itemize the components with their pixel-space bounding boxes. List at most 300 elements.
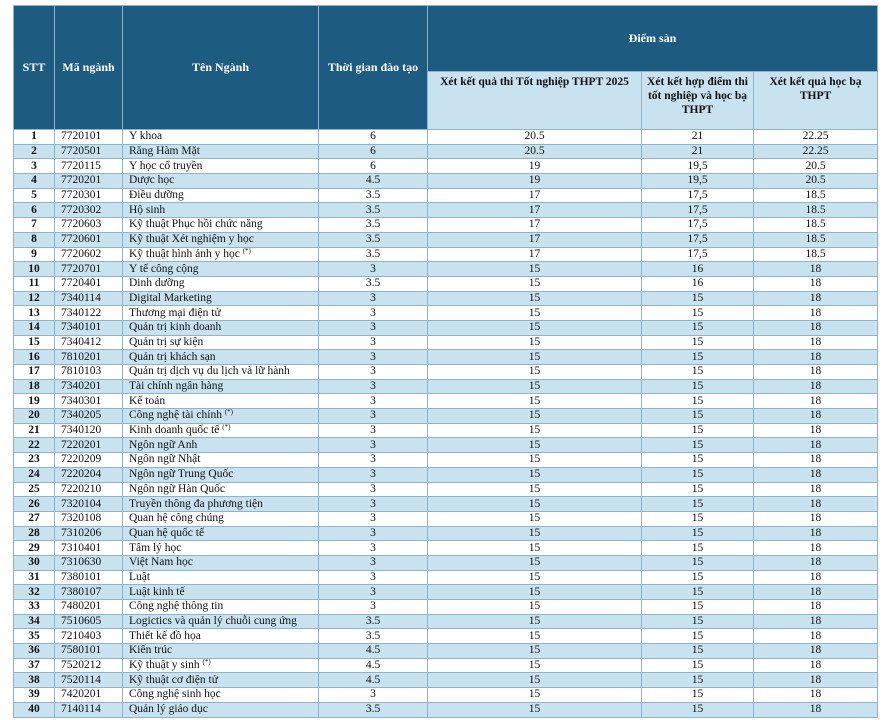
table-row <box>14 673 878 688</box>
row-major-name: Kỹ thuật Phục hồi chức năng <box>123 218 319 233</box>
row-score-transcript: 18 <box>754 629 878 644</box>
row-score-combined: 15 <box>642 320 754 335</box>
row-major-code: 7720115 <box>55 159 123 174</box>
row-major-code: 7210403 <box>55 629 123 644</box>
row-major-code: 7310401 <box>55 541 123 556</box>
row-score-combined: 15 <box>642 570 754 585</box>
row-major-code: 7340101 <box>55 320 123 335</box>
row-score-exam: 15 <box>428 320 642 335</box>
row-duration: 3 <box>319 262 428 277</box>
row-score-transcript: 18 <box>754 262 878 277</box>
row-major-code: 7720602 <box>55 247 123 262</box>
header-score-combined: Xét kết hợp điểm thi tốt nghiệp và học bạ THPT <box>642 72 754 130</box>
row-score-combined: 15 <box>642 585 754 600</box>
row-major-name: Hộ sinh <box>123 203 319 218</box>
row-duration: 3 <box>319 438 428 453</box>
row-major-name: Tâm lý học <box>123 541 319 556</box>
row-stt: 24 <box>14 467 55 482</box>
table-row <box>14 130 878 145</box>
header-score-transcript: Xét kết quả học bạ THPT <box>754 72 878 130</box>
row-score-exam: 15 <box>428 365 642 380</box>
table-row <box>14 159 878 174</box>
admission-score-table <box>13 5 878 718</box>
row-duration: 3 <box>319 511 428 526</box>
table-row <box>14 350 878 365</box>
row-duration: 4.5 <box>319 644 428 659</box>
row-score-exam: 15 <box>428 629 642 644</box>
header-name: Tên Ngành <box>123 6 319 130</box>
header-stt: STT <box>14 6 55 130</box>
table-row <box>14 511 878 526</box>
row-score-exam: 17 <box>428 232 642 247</box>
header-duration: Thời gian đào tạo <box>319 6 428 130</box>
row-score-transcript: 18.5 <box>754 247 878 262</box>
row-score-transcript: 18 <box>754 409 878 424</box>
row-major-name: Kinh doanh quốc tế (*) <box>123 423 319 438</box>
row-score-combined: 19,5 <box>642 174 754 189</box>
row-stt: 13 <box>14 306 55 321</box>
row-stt: 4 <box>14 174 55 189</box>
row-score-exam: 15 <box>428 482 642 497</box>
row-score-combined: 15 <box>642 497 754 512</box>
row-major-name: Y học cổ truyền <box>123 159 319 174</box>
row-score-transcript: 18 <box>754 600 878 615</box>
table-row <box>14 188 878 203</box>
table-row <box>14 555 878 570</box>
row-stt: 19 <box>14 394 55 409</box>
row-major-name: Quản trị kinh doanh <box>123 320 319 335</box>
row-score-transcript: 18 <box>754 555 878 570</box>
table-row <box>14 585 878 600</box>
row-stt: 18 <box>14 379 55 394</box>
row-score-combined: 15 <box>642 614 754 629</box>
table-row <box>14 365 878 380</box>
row-score-transcript: 18 <box>754 306 878 321</box>
row-major-code: 7220204 <box>55 467 123 482</box>
row-score-transcript: 18 <box>754 379 878 394</box>
row-score-transcript: 18 <box>754 394 878 409</box>
row-score-transcript: 22.25 <box>754 130 878 145</box>
row-major-name: Ngôn ngữ Anh <box>123 438 319 453</box>
row-major-code: 7720401 <box>55 276 123 291</box>
row-major-name: Ngôn ngữ Nhật <box>123 453 319 468</box>
table-row <box>14 541 878 556</box>
row-score-transcript: 18.5 <box>754 188 878 203</box>
row-major-code: 7580101 <box>55 644 123 659</box>
table-row <box>14 276 878 291</box>
row-major-name: Việt Nam học <box>123 555 319 570</box>
row-score-combined: 15 <box>642 306 754 321</box>
row-score-combined: 19,5 <box>642 159 754 174</box>
row-major-code: 7720603 <box>55 218 123 233</box>
row-score-combined: 15 <box>642 335 754 350</box>
row-score-exam: 15 <box>428 688 642 703</box>
row-score-exam: 15 <box>428 526 642 541</box>
header-score-group: Điểm sàn <box>428 6 878 72</box>
row-score-transcript: 18 <box>754 511 878 526</box>
row-major-code: 7340301 <box>55 394 123 409</box>
table-row <box>14 497 878 512</box>
row-duration: 3 <box>319 335 428 350</box>
row-duration: 6 <box>319 130 428 145</box>
table-row <box>14 144 878 159</box>
table-row <box>14 702 878 717</box>
row-major-name: Quản trị sự kiện <box>123 335 319 350</box>
row-major-name: Thiết kế đồ họa <box>123 629 319 644</box>
row-score-transcript: 18 <box>754 673 878 688</box>
row-major-name: Công nghệ sinh học <box>123 688 319 703</box>
row-major-name: Quan hệ công chúng <box>123 511 319 526</box>
table-row <box>14 409 878 424</box>
row-stt: 38 <box>14 673 55 688</box>
row-score-transcript: 18 <box>754 350 878 365</box>
row-stt: 22 <box>14 438 55 453</box>
row-duration: 3.5 <box>319 232 428 247</box>
row-score-combined: 17,5 <box>642 247 754 262</box>
row-major-name: Ngôn ngữ Trung Quốc <box>123 467 319 482</box>
row-duration: 3.5 <box>319 614 428 629</box>
row-score-exam: 15 <box>428 335 642 350</box>
row-score-exam: 15 <box>428 614 642 629</box>
row-score-transcript: 18 <box>754 365 878 380</box>
row-score-exam: 20.5 <box>428 130 642 145</box>
row-score-combined: 15 <box>642 702 754 717</box>
row-score-transcript: 18 <box>754 453 878 468</box>
row-score-exam: 17 <box>428 188 642 203</box>
footnote-mark: (*) <box>224 408 233 417</box>
row-score-combined: 15 <box>642 438 754 453</box>
row-duration: 3.5 <box>319 188 428 203</box>
row-duration: 3 <box>319 467 428 482</box>
row-score-exam: 15 <box>428 570 642 585</box>
row-major-code: 7520114 <box>55 673 123 688</box>
table-row <box>14 629 878 644</box>
row-major-name: Quan hệ quốc tế <box>123 526 319 541</box>
row-major-code: 7320108 <box>55 511 123 526</box>
row-score-exam: 15 <box>428 276 642 291</box>
row-score-combined: 15 <box>642 555 754 570</box>
table-row <box>14 526 878 541</box>
row-score-transcript: 18 <box>754 585 878 600</box>
row-score-transcript: 18 <box>754 467 878 482</box>
row-stt: 14 <box>14 320 55 335</box>
row-major-name: Điều dưỡng <box>123 188 319 203</box>
row-score-transcript: 18 <box>754 644 878 659</box>
row-score-combined: 15 <box>642 644 754 659</box>
row-stt: 37 <box>14 658 55 673</box>
row-stt: 12 <box>14 291 55 306</box>
row-major-code: 7340205 <box>55 409 123 424</box>
table-row <box>14 600 878 615</box>
row-score-combined: 17,5 <box>642 203 754 218</box>
row-duration: 3.5 <box>319 702 428 717</box>
table-row <box>14 203 878 218</box>
row-score-exam: 15 <box>428 497 642 512</box>
row-score-exam: 15 <box>428 702 642 717</box>
row-major-code: 7220209 <box>55 453 123 468</box>
row-major-code: 7380107 <box>55 585 123 600</box>
row-major-name: Quản trị dịch vụ du lịch và lữ hành <box>123 365 319 380</box>
row-major-code: 7520212 <box>55 658 123 673</box>
row-major-code: 7720701 <box>55 262 123 277</box>
row-score-transcript: 18.5 <box>754 232 878 247</box>
row-score-combined: 15 <box>642 688 754 703</box>
row-duration: 3 <box>319 570 428 585</box>
row-major-code: 7720201 <box>55 174 123 189</box>
row-score-combined: 15 <box>642 629 754 644</box>
row-duration: 6 <box>319 159 428 174</box>
row-major-name: Luật kinh tế <box>123 585 319 600</box>
row-stt: 16 <box>14 350 55 365</box>
table-row <box>14 614 878 629</box>
table-row <box>14 482 878 497</box>
row-major-name: Công nghệ thông tin <box>123 600 319 615</box>
row-stt: 25 <box>14 482 55 497</box>
row-major-code: 7810201 <box>55 350 123 365</box>
row-duration: 3 <box>319 482 428 497</box>
row-score-combined: 17,5 <box>642 232 754 247</box>
row-major-name: Răng Hàm Mặt <box>123 144 319 159</box>
row-score-exam: 17 <box>428 247 642 262</box>
row-duration: 3 <box>319 365 428 380</box>
row-score-combined: 15 <box>642 350 754 365</box>
table-header <box>14 6 878 130</box>
table-row <box>14 688 878 703</box>
row-major-code: 7720501 <box>55 144 123 159</box>
row-major-code: 7340120 <box>55 423 123 438</box>
row-duration: 3 <box>319 320 428 335</box>
row-major-name: Logictics và quản lý chuỗi cung ứng <box>123 614 319 629</box>
table-row <box>14 570 878 585</box>
row-duration: 3 <box>319 409 428 424</box>
row-stt: 28 <box>14 526 55 541</box>
row-duration: 3 <box>319 497 428 512</box>
row-stt: 6 <box>14 203 55 218</box>
row-duration: 3 <box>319 600 428 615</box>
row-duration: 6 <box>319 144 428 159</box>
row-major-name: Digital Marketing <box>123 291 319 306</box>
row-major-name: Kế toán <box>123 394 319 409</box>
row-score-combined: 15 <box>642 600 754 615</box>
row-major-name: Luật <box>123 570 319 585</box>
row-major-code: 7510605 <box>55 614 123 629</box>
row-duration: 3 <box>319 585 428 600</box>
row-score-exam: 15 <box>428 423 642 438</box>
row-score-combined: 16 <box>642 262 754 277</box>
row-stt: 34 <box>14 614 55 629</box>
row-score-transcript: 18 <box>754 291 878 306</box>
row-stt: 36 <box>14 644 55 659</box>
row-score-transcript: 18 <box>754 320 878 335</box>
row-score-transcript: 18 <box>754 541 878 556</box>
table-row <box>14 438 878 453</box>
row-duration: 3 <box>319 291 428 306</box>
row-score-exam: 15 <box>428 673 642 688</box>
row-stt: 27 <box>14 511 55 526</box>
row-score-exam: 15 <box>428 291 642 306</box>
row-stt: 21 <box>14 423 55 438</box>
row-stt: 30 <box>14 555 55 570</box>
row-major-name: Quản lý giáo dục <box>123 702 319 717</box>
table-row <box>14 218 878 233</box>
row-duration: 3 <box>319 688 428 703</box>
row-stt: 32 <box>14 585 55 600</box>
row-score-transcript: 18 <box>754 570 878 585</box>
row-stt: 15 <box>14 335 55 350</box>
row-major-name: Thương mại điện tử <box>123 306 319 321</box>
row-stt: 17 <box>14 365 55 380</box>
row-stt: 33 <box>14 600 55 615</box>
row-score-combined: 16 <box>642 276 754 291</box>
row-major-code: 7310206 <box>55 526 123 541</box>
row-score-exam: 15 <box>428 453 642 468</box>
row-score-transcript: 18 <box>754 497 878 512</box>
footnote-mark: (*) <box>242 247 251 255</box>
row-score-combined: 17,5 <box>642 188 754 203</box>
table-row <box>14 320 878 335</box>
row-score-exam: 15 <box>428 600 642 615</box>
row-score-exam: 15 <box>428 350 642 365</box>
row-score-exam: 15 <box>428 438 642 453</box>
row-major-code: 7720302 <box>55 203 123 218</box>
row-duration: 4.5 <box>319 174 428 189</box>
row-score-transcript: 20.5 <box>754 174 878 189</box>
header-code: Mã ngành <box>55 6 123 130</box>
row-score-transcript: 18 <box>754 423 878 438</box>
row-score-transcript: 18 <box>754 658 878 673</box>
row-duration: 3.5 <box>319 218 428 233</box>
row-score-combined: 15 <box>642 394 754 409</box>
row-duration: 3 <box>319 541 428 556</box>
row-major-code: 7720601 <box>55 232 123 247</box>
row-duration: 3 <box>319 555 428 570</box>
row-major-name: Kỹ thuật hình ảnh y học (*) <box>123 247 319 262</box>
row-stt: 39 <box>14 688 55 703</box>
row-major-name: Công nghệ tài chính (*) <box>123 409 319 424</box>
table-row <box>14 232 878 247</box>
row-score-exam: 19 <box>428 159 642 174</box>
table-body <box>14 130 878 718</box>
row-stt: 40 <box>14 702 55 717</box>
footnote-mark: (*) <box>202 658 211 667</box>
row-score-exam: 15 <box>428 394 642 409</box>
row-major-code: 7320104 <box>55 497 123 512</box>
row-score-exam: 17 <box>428 218 642 233</box>
row-major-name: Tài chính ngân hàng <box>123 379 319 394</box>
row-score-transcript: 18 <box>754 482 878 497</box>
row-major-name: Dinh dưỡng <box>123 276 319 291</box>
row-score-combined: 15 <box>642 453 754 468</box>
row-major-code: 7220201 <box>55 438 123 453</box>
row-stt: 29 <box>14 541 55 556</box>
row-score-transcript: 18.5 <box>754 203 878 218</box>
row-stt: 9 <box>14 247 55 262</box>
table-row <box>14 423 878 438</box>
row-score-combined: 15 <box>642 467 754 482</box>
row-major-name: Y khoa <box>123 130 319 145</box>
row-duration: 3 <box>319 350 428 365</box>
row-score-exam: 15 <box>428 541 642 556</box>
row-score-transcript: 18 <box>754 614 878 629</box>
row-score-exam: 15 <box>428 658 642 673</box>
row-score-transcript: 18 <box>754 335 878 350</box>
row-major-code: 7420201 <box>55 688 123 703</box>
row-major-code: 7340122 <box>55 306 123 321</box>
row-stt: 1 <box>14 130 55 145</box>
row-stt: 23 <box>14 453 55 468</box>
row-major-name: Kỹ thuật Xét nghiệm y học <box>123 232 319 247</box>
row-major-name: Kiến trúc <box>123 644 319 659</box>
row-score-transcript: 18.5 <box>754 218 878 233</box>
row-score-exam: 15 <box>428 306 642 321</box>
table-row <box>14 453 878 468</box>
row-stt: 31 <box>14 570 55 585</box>
row-duration: 3 <box>319 453 428 468</box>
row-score-exam: 15 <box>428 409 642 424</box>
row-stt: 8 <box>14 232 55 247</box>
row-major-code: 7720301 <box>55 188 123 203</box>
row-score-transcript: 18 <box>754 688 878 703</box>
row-score-combined: 15 <box>642 526 754 541</box>
table-row <box>14 291 878 306</box>
row-stt: 5 <box>14 188 55 203</box>
row-major-code: 7810103 <box>55 365 123 380</box>
row-duration: 3.5 <box>319 247 428 262</box>
row-stt: 7 <box>14 218 55 233</box>
row-major-code: 7310630 <box>55 555 123 570</box>
row-score-transcript: 22.25 <box>754 144 878 159</box>
row-score-exam: 19 <box>428 174 642 189</box>
row-major-name: Ngôn ngữ Hàn Quốc <box>123 482 319 497</box>
row-major-name: Y tế công cộng <box>123 262 319 277</box>
row-score-exam: 20.5 <box>428 144 642 159</box>
row-score-transcript: 18 <box>754 526 878 541</box>
row-score-combined: 21 <box>642 144 754 159</box>
row-score-transcript: 18 <box>754 702 878 717</box>
row-major-code: 7340114 <box>55 291 123 306</box>
row-score-exam: 15 <box>428 585 642 600</box>
row-duration: 3.5 <box>319 203 428 218</box>
row-score-exam: 15 <box>428 379 642 394</box>
table-row <box>14 174 878 189</box>
row-major-code: 7480201 <box>55 600 123 615</box>
row-score-transcript: 18 <box>754 438 878 453</box>
row-stt: 35 <box>14 629 55 644</box>
table-row <box>14 467 878 482</box>
table-row <box>14 335 878 350</box>
row-major-code: 7720101 <box>55 130 123 145</box>
header-score-exam: Xét kết quả thi Tốt nghiệp THPT 2025 <box>428 72 642 130</box>
row-major-code: 7340201 <box>55 379 123 394</box>
row-duration: 3 <box>319 379 428 394</box>
row-score-exam: 17 <box>428 203 642 218</box>
row-score-combined: 15 <box>642 379 754 394</box>
row-score-exam: 15 <box>428 262 642 277</box>
row-duration: 3 <box>319 423 428 438</box>
row-score-exam: 15 <box>428 467 642 482</box>
table-row <box>14 394 878 409</box>
row-major-code: 7220210 <box>55 482 123 497</box>
row-duration: 4.5 <box>319 658 428 673</box>
row-major-name: Quản trị khách sạn <box>123 350 319 365</box>
row-score-transcript: 20.5 <box>754 159 878 174</box>
row-stt: 2 <box>14 144 55 159</box>
row-score-exam: 15 <box>428 511 642 526</box>
row-score-combined: 15 <box>642 511 754 526</box>
footnote-mark: (*) <box>222 423 231 432</box>
table-row <box>14 247 878 262</box>
row-score-combined: 15 <box>642 541 754 556</box>
